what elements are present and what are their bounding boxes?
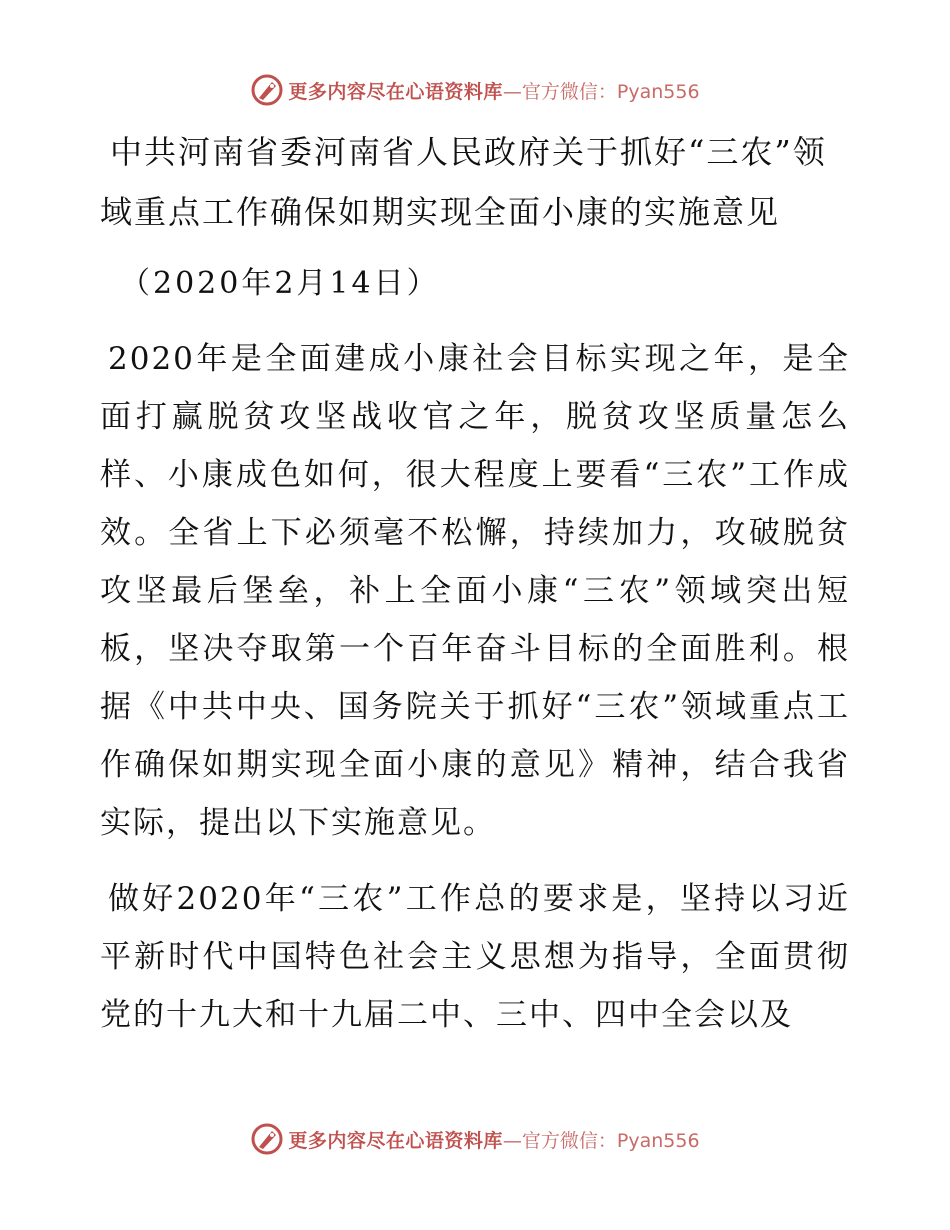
banner-site-name: 更多内容尽在心语资料库: [288, 80, 503, 103]
paragraph-1: 2020年是全面建成小康社会目标实现之年，是全面打赢脱贫攻坚战收官之年，脱贫攻坚质量怎么样、小康成色如何，很大程度上要看“三农”工作成效。全省上下必须毫不松懈，持续加力，攻破脱贫攻坚最后堡垒，补上全面小康“三农”领域突出短板，坚决夺取第一个百年奋斗目标的全面胜利。根据《中共中央、国务院关于抓好“三农”领域重点工作确保如期实现全面小康的意见》精神，结合我省实际，提出以下实施意见。: [100, 341, 850, 841]
document-title: 中共河南省委河南省人民政府关于抓好“三农”领域重点工作确保如期实现全面小康的实施意见: [100, 133, 827, 231]
pen-nib-logo-icon: [250, 73, 284, 107]
banner-wechat-contact: —官方微信：Pyan556: [502, 1129, 700, 1152]
document-date: （2020年2月14日）: [120, 266, 440, 301]
header-watermark-banner: [0, 70, 950, 110]
paragraph-2: 做好2020年“三农”工作总的要求是，坚持以习近平新时代中国特色社会主义思想为指导，全面贯彻党的十九大和十九届二中、三中、四中全会以及: [100, 881, 850, 1033]
banner-site-name: 更多内容尽在心语资料库: [288, 1129, 503, 1152]
document-body: [100, 122, 850, 1044]
pen-nib-logo-icon: [250, 1122, 284, 1156]
footer-watermark-banner: [0, 1119, 950, 1159]
banner-wechat-contact: —官方微信：Pyan556: [502, 80, 700, 103]
